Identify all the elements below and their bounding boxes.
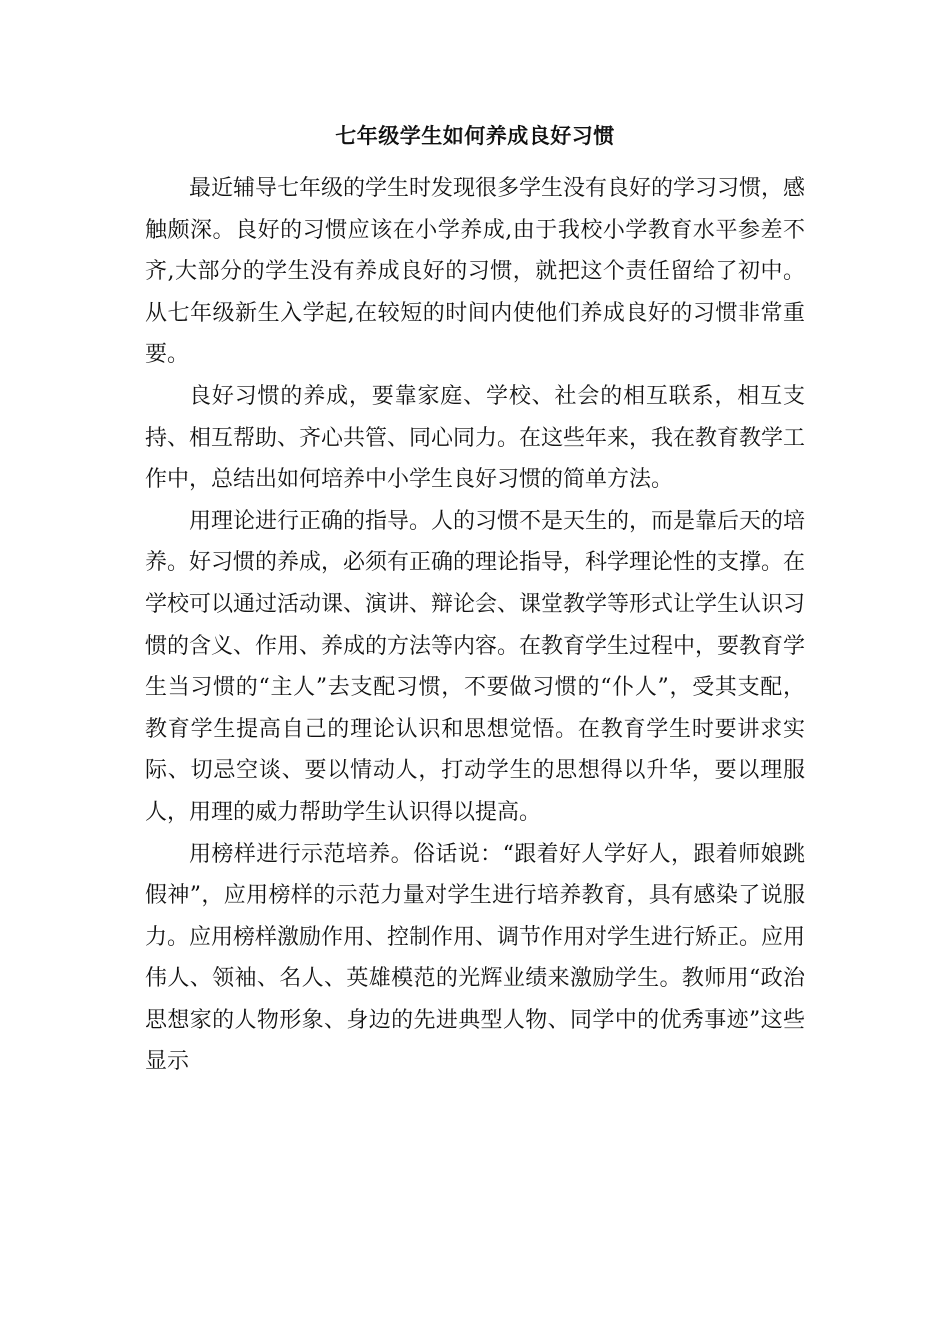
paragraph-role-models: 用榜样进行示范培养。俗话说：“跟着好人学好人，跟着师娘跳假神”，应用榜样的示范力量对学生进行培养教育，具有感染了说服力。应用榜样激励作用、控制作用、调节作用对学生进行矫正。应用伟人、领袖、名人、英雄模范的光辉业绩来激励学生。教师用“政治思想家的人物形象、身边的先进典型人物、同学中的优秀事迹”这些显示	[145, 841, 806, 1075]
document-title: 七年级学生如何养成良好习惯	[335, 124, 615, 148]
paragraph-theory-guidance: 用理论进行正确的指导。人的习惯不是天生的，而是靠后天的培养。好习惯的养成，必须有正确的理论指导，科学理论性的支撑。在学校可以通过活动课、演讲、辩论会、课堂教学等形式让学生认识习惯的含义、作用、养成的方法等内容。在教育学生过程中，要教育学生当习惯的“主人”去支配习惯，不要做习惯的“仆人”，受其支配，教育学生提高自己的理论认识和思想觉悟。在教育学生时要讲求实际、切忌空谈、要以情动人，打动学生的思想得以升华，要以理服人，用理的威力帮助学生认识得以提高。	[145, 508, 806, 825]
document-body	[145, 168, 805, 1083]
paragraph-cooperation: 良好习惯的养成，要靠家庭、学校、社会的相互联系，相互支持、相互帮助、齐心共管、同心同力。在这些年来，我在教育教学工作中，总结出如何培养中小学生良好习惯的简单方法。	[145, 383, 806, 493]
paragraph-intro: 最近辅导七年级的学生时发现很多学生没有良好的学习习惯，感触颇深。良好的习惯应该在小学养成,由于我校小学教育水平参差不齐,大部分的学生没有养成良好的习惯，就把这个责任留给了初中。从七年级新生入学起,在较短的时间内使他们养成良好的习惯非常重要。	[145, 176, 806, 368]
